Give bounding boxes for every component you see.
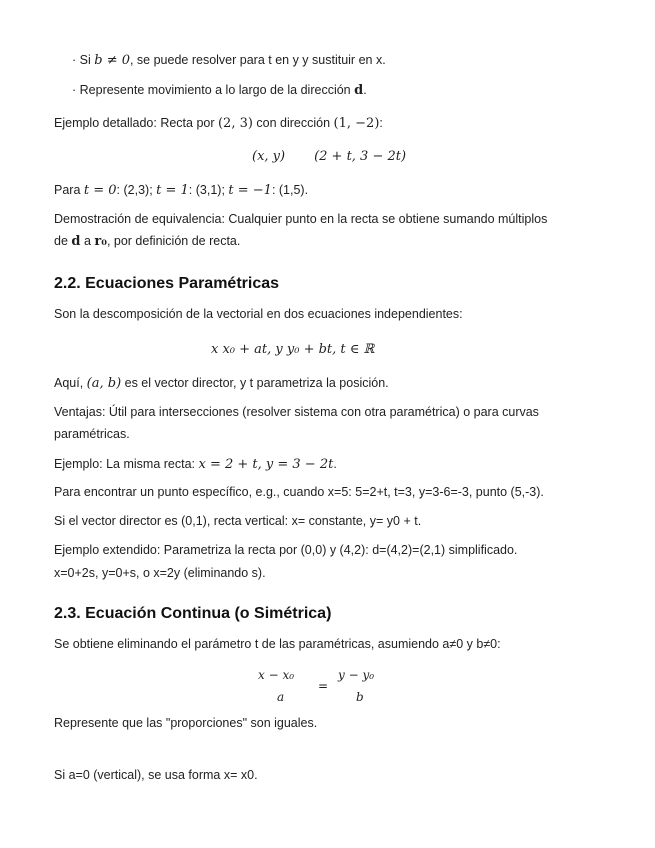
para-values-line: Para t = 0: (2,3); t = 1: (3,1); t = −1: (1,5). bbox=[54, 183, 309, 198]
section-2-2-title: 2.2. Ecuaciones Paramétricas bbox=[54, 275, 280, 292]
equation-parametric: x x₀ + at, y y₀ + bt, t ∈ ℝ bbox=[211, 342, 375, 357]
bullet-dot: · bbox=[72, 53, 80, 67]
equals-sign: = bbox=[318, 679, 329, 693]
bullet-direction: · Represente movimiento a lo largo de la dirección d. bbox=[72, 83, 367, 98]
a-zero-line: Si a=0 (vertical), se usa forma x= x0. bbox=[54, 768, 258, 782]
section-2-3-title: 2.3. Ecuación Continua (o Simétrica) bbox=[54, 605, 332, 622]
vertical-line: Si el vector director es (0,1), recta vertical: x= constante, y= y0 + t. bbox=[54, 514, 422, 528]
section-2-3-intro: Se obtiene eliminando el parámetro t de las paramétricas, asumiendo a≠0 y b≠0: bbox=[54, 637, 501, 651]
ventajas-line-2: paramétricas. bbox=[54, 427, 130, 441]
extendido-line-2: x=0+2s, y=0+s, o x=2y (eliminando s). bbox=[54, 566, 266, 580]
bullet-b-nonzero: · Si b ≠ 0, se puede resolver para t en y y sustituir en x. bbox=[72, 53, 386, 68]
ejemplo-line: Ejemplo: La misma recta: x = 2 + t, y = 3 − 2t. bbox=[54, 457, 337, 472]
fraction-1-denominator: a bbox=[277, 690, 285, 704]
bullet-dot: · bbox=[72, 83, 80, 97]
math-b-neq-0: b ≠ 0 bbox=[94, 53, 130, 68]
fraction-2-numerator: y − y₀ bbox=[338, 668, 375, 682]
extendido-line-1: Ejemplo extendido: Parametriza la recta por (0,0) y (4,2): d=(4,2)=(2,1) simplificado. bbox=[54, 543, 518, 557]
fraction-2-denominator: b bbox=[356, 690, 364, 704]
demo-line-2: de d a r₀, por definición de recta. bbox=[54, 234, 241, 249]
proporciones-line: Represente que las "proporciones" son iguales. bbox=[54, 716, 318, 730]
section-2-2-intro: Son la descomposición de la vectorial en dos ecuaciones independientes: bbox=[54, 307, 463, 321]
math-direction: (1, −2) bbox=[333, 116, 380, 131]
math-d-vector: d bbox=[354, 83, 364, 98]
equation-vectorial: (x, y) (2 + t, 3 − 2t) bbox=[252, 149, 407, 164]
example-detailed: Ejemplo detallado: Recta por (2, 3) con dirección (1, −2): bbox=[54, 116, 383, 131]
aqui-line: Aquí, (a, b) es el vector director, y t parametriza la posición. bbox=[54, 376, 389, 391]
demo-line-1: Demostración de equivalencia: Cualquier punto en la recta se obtiene sumando múltiplos bbox=[54, 212, 548, 226]
fraction-1-numerator: x − x₀ bbox=[258, 668, 295, 682]
punto-line: Para encontrar un punto específico, e.g., cuando x=5: 5=2+t, t=3, y=3-6=-3, punto (5,-3). bbox=[54, 485, 544, 499]
math-point: (2, 3) bbox=[217, 116, 253, 131]
ventajas-line-1: Ventajas: Útil para intersecciones (resolver sistema con otra paramétrica) o para curvas bbox=[54, 405, 539, 419]
